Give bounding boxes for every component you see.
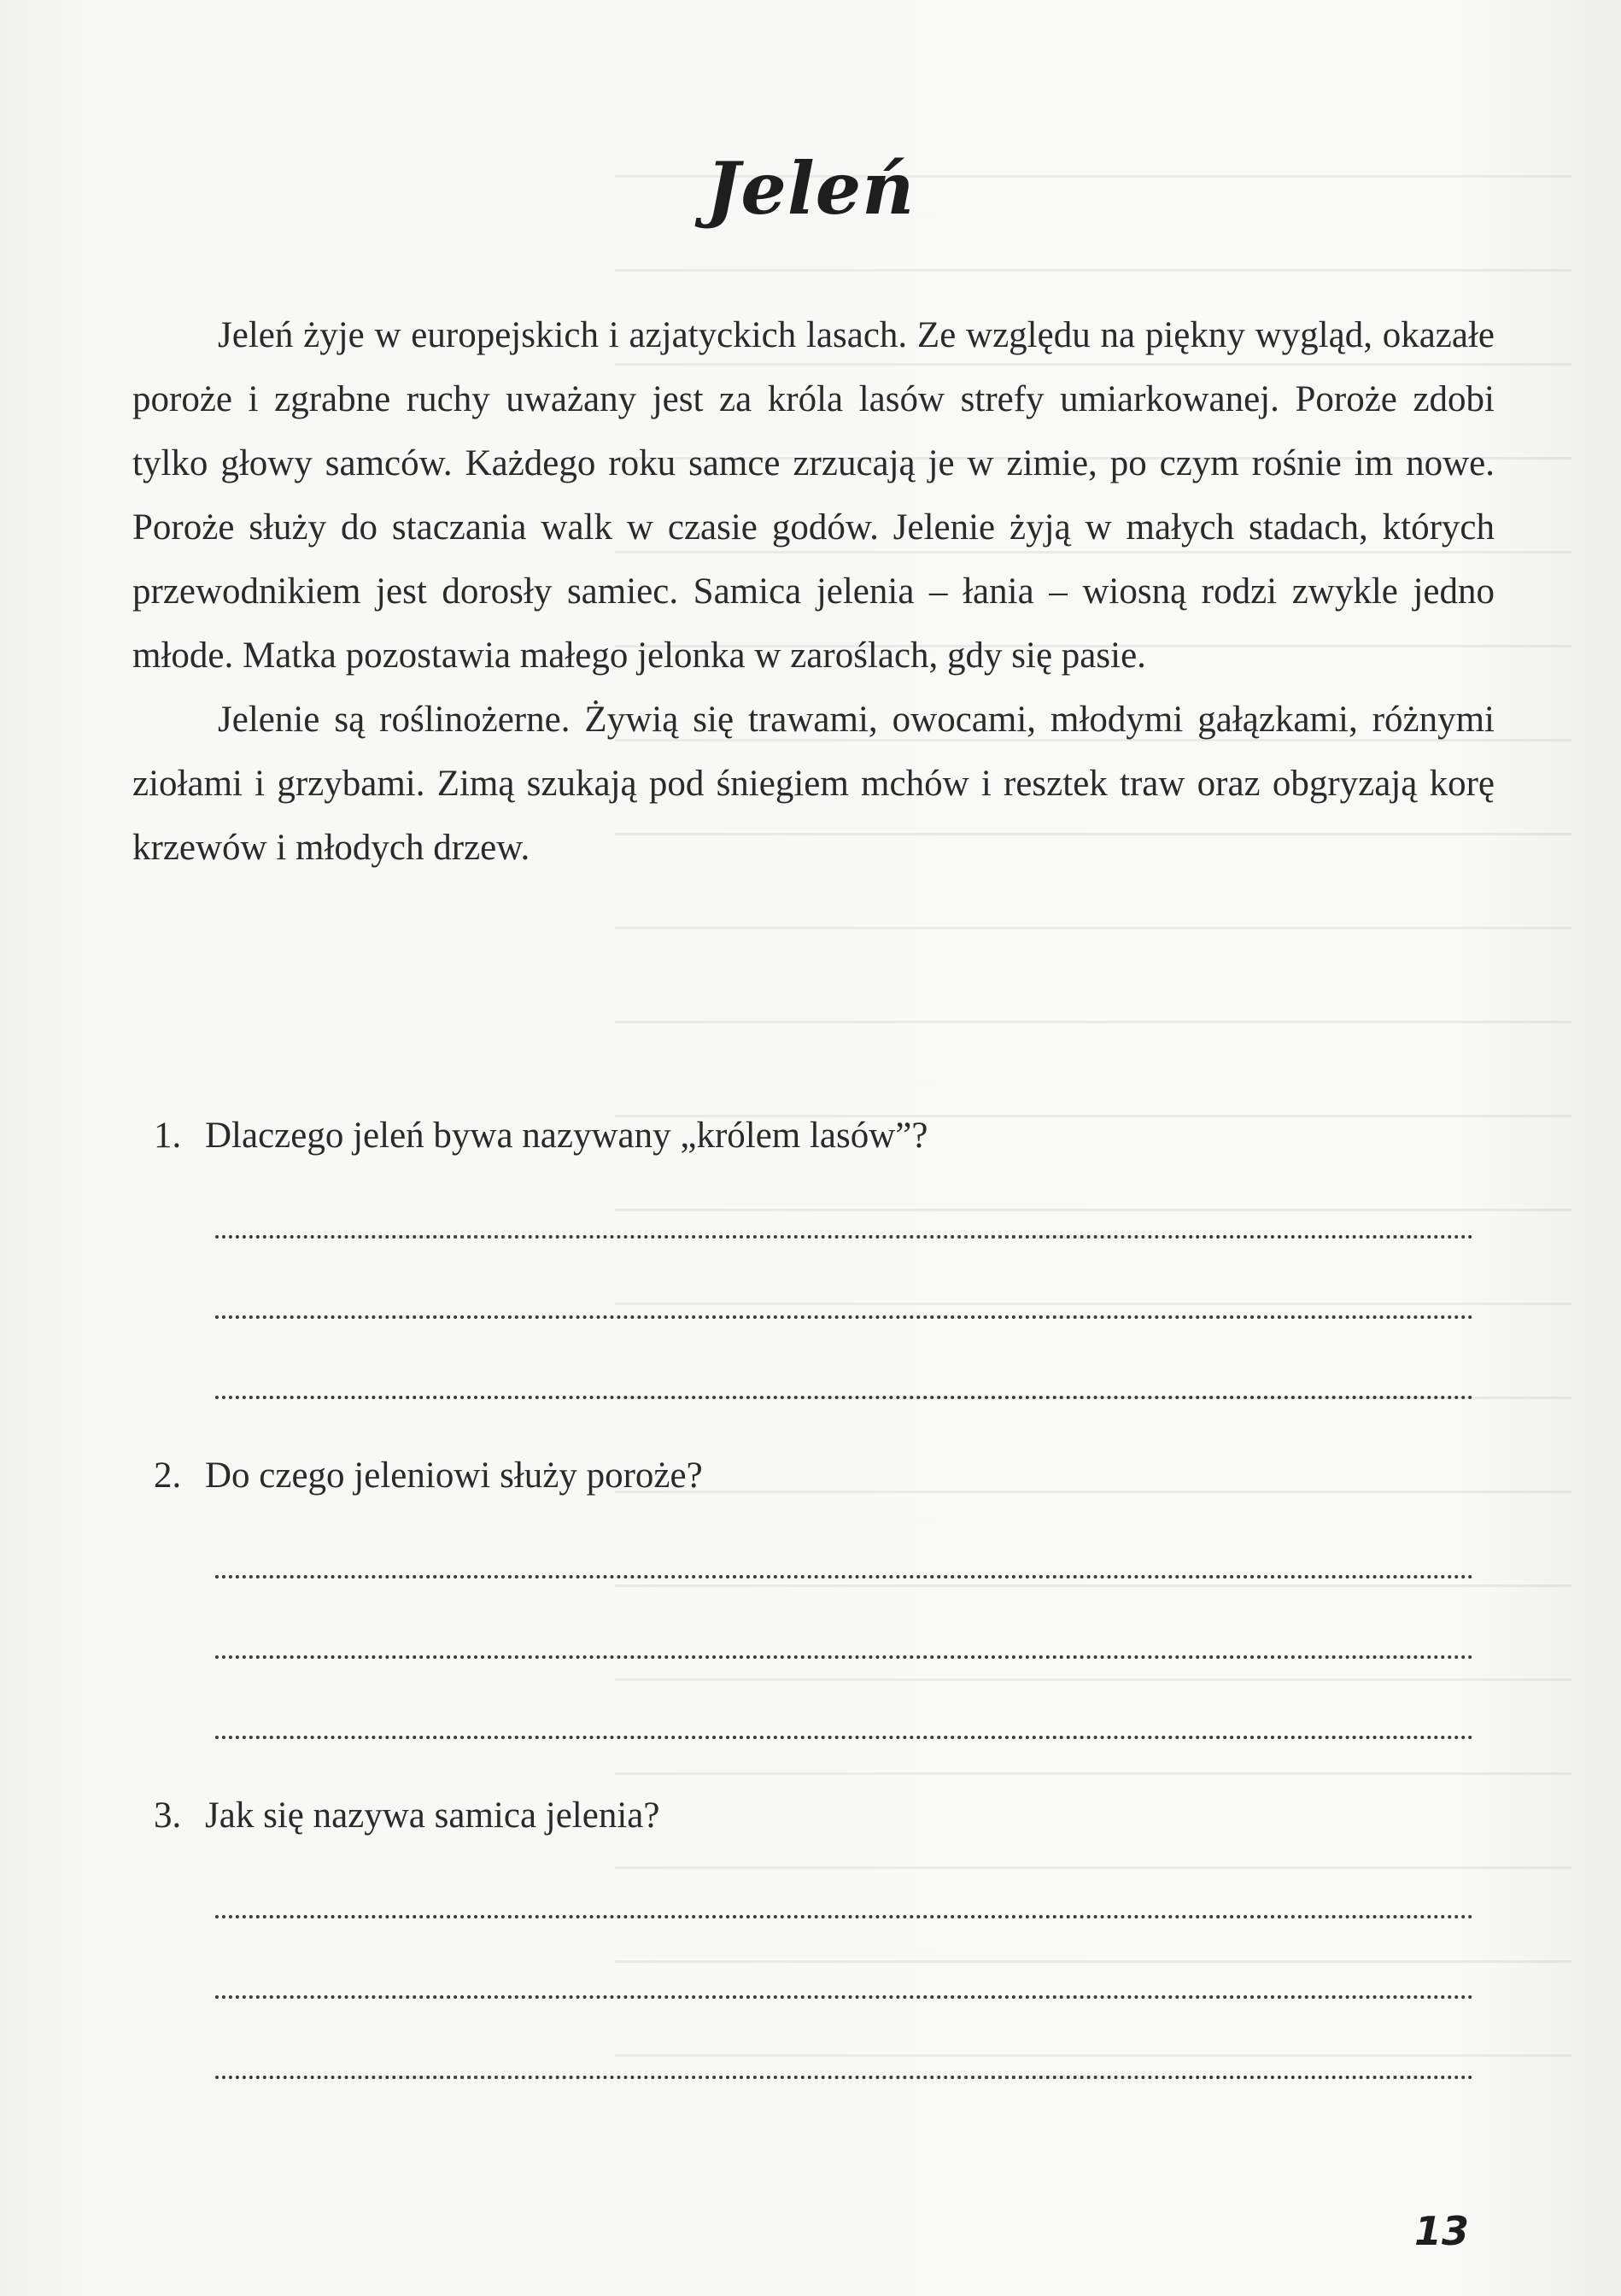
question-2-text-row — [154, 1450, 1473, 1502]
question-3 — [154, 1790, 1473, 2079]
question-3-answer-area — [154, 1867, 1473, 2079]
question-1-number: 1. — [154, 1116, 182, 1156]
answer-line[interactable] — [215, 1527, 1473, 1578]
question-1-answer-area — [154, 1187, 1473, 1399]
article-paragraph-2: Jelenie są roślinożerne. Żywią się trawami, owocami, młodymi gałązkami, różnymi ziołami i grzybami. Zimą szukają pod śniegiem mchów i resztek traw oraz obgryzają korę krzewów i młodych drzew. — [132, 700, 1495, 868]
question-2-text: Do czego jeleniowi służy poroże? — [205, 1456, 703, 1496]
page-number: 13 — [1413, 2208, 1469, 2254]
article-paragraph-1: Jeleń żyje w europejskich i azjatyckich lasach. Ze względu na piękny wygląd, okazałe poroże i zgrabne ruchy uważany jest za króla lasów strefy umiarkowanej. Poroże zdobi tylko głowy samców. Każdego roku samce zrzucają je w zimie, po czym rośnie im nowe. Poroże służy do staczania walk w czasie godów. Jelenie żyją w małych stadach, których przewodnikiem jest dorosły samiec. Samica jelenia – łania – wiosną rodzi zwykle jedno młode. Matka pozostawia małego jelonka w zaroślach, gdy się pasie. — [132, 315, 1495, 676]
question-3-number: 3. — [154, 1795, 182, 1836]
answer-line[interactable] — [215, 1319, 1473, 1399]
answer-line[interactable] — [215, 1578, 1473, 1659]
answer-line[interactable] — [215, 1918, 1473, 1999]
question-3-text: Jak się nazywa samica jelenia? — [205, 1795, 660, 1836]
answer-line[interactable] — [215, 1999, 1473, 2079]
question-2-answer-area — [154, 1527, 1473, 1739]
answer-line[interactable] — [215, 1659, 1473, 1739]
question-1 — [154, 1110, 1473, 1399]
answer-line[interactable] — [215, 1187, 1473, 1239]
questions-list — [154, 1110, 1473, 2130]
article-text — [132, 303, 1495, 880]
answer-line[interactable] — [215, 1867, 1473, 1918]
question-2 — [154, 1450, 1473, 1739]
question-2-number: 2. — [154, 1456, 182, 1496]
question-1-text-row — [154, 1110, 1473, 1162]
answer-line[interactable] — [215, 1239, 1473, 1319]
question-3-text-row — [154, 1790, 1473, 1842]
question-1-text: Dlaczego jeleń bywa nazywany „królem lasów”? — [205, 1116, 928, 1156]
page-title: Jeleń — [705, 146, 916, 231]
